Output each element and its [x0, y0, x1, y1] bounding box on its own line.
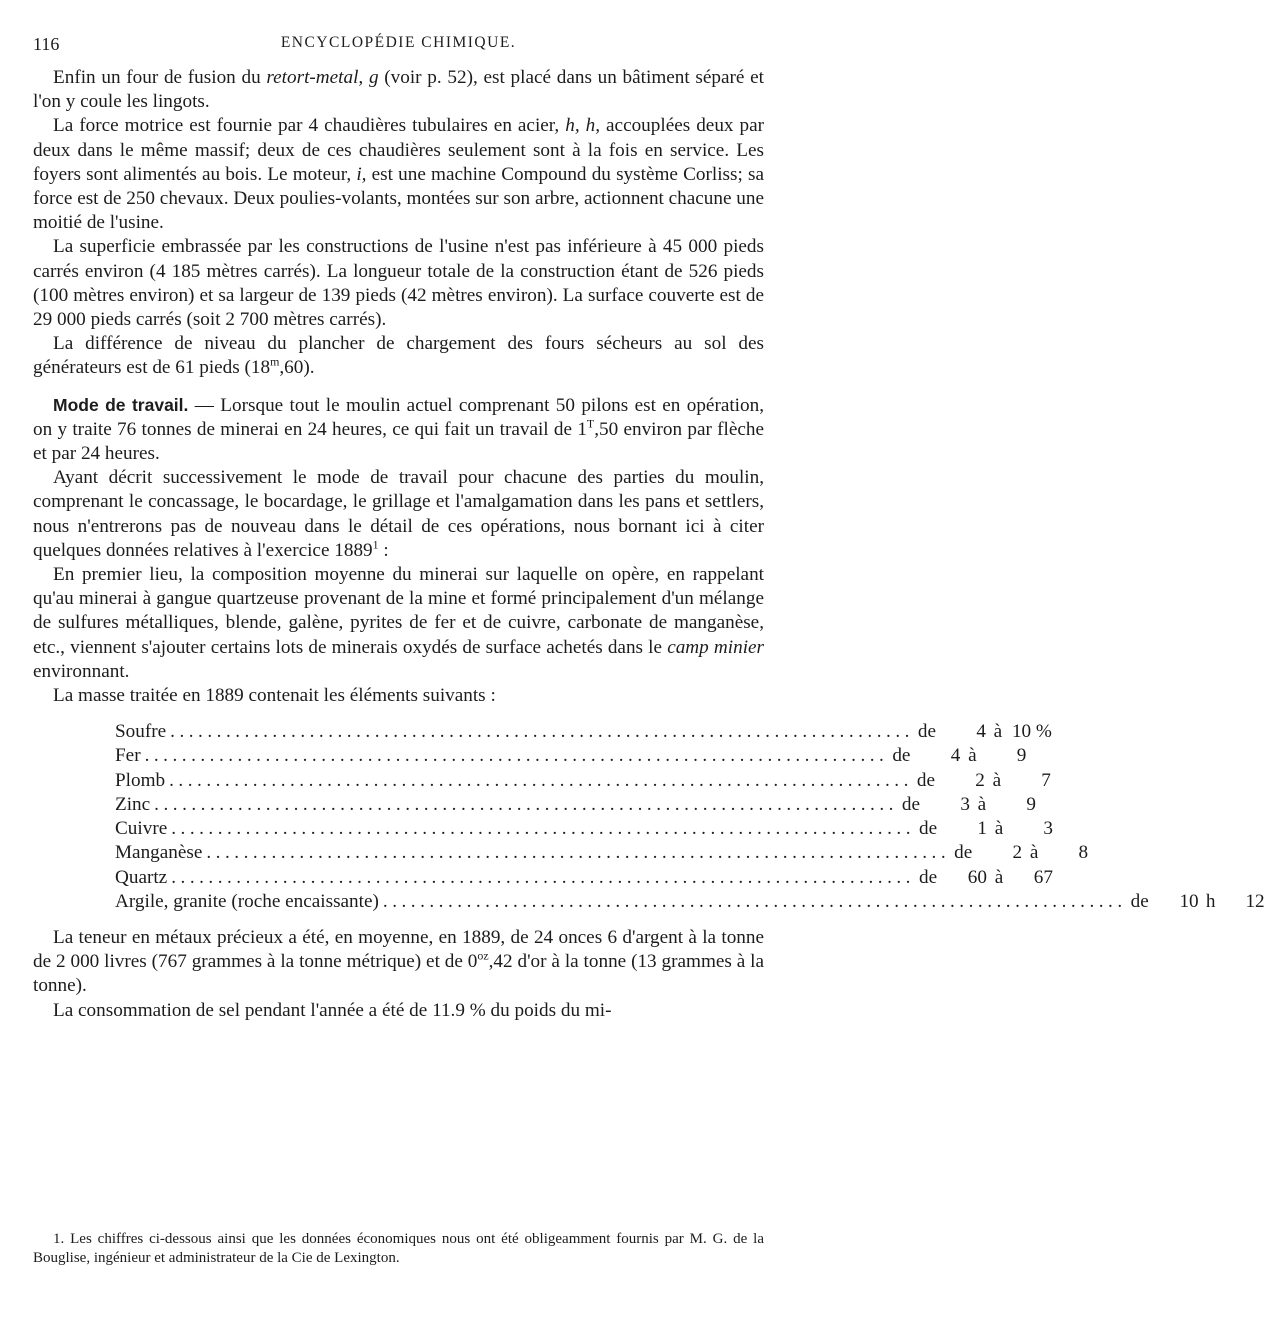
- element-range: de 60 à 67: [918, 866, 1053, 888]
- dot-leader: ................................................................................: [144, 745, 889, 767]
- footnote: 1. Les chiffres ci-dessous ainsi que les données économiques nous ont été obligeamment fournis par M. G. de la Bouglise, ingénieur et administrateur de la Cie de Lexington.: [33, 1231, 764, 1266]
- composition-row: [115, 769, 1051, 793]
- page-header: [33, 34, 764, 58]
- running-title: ENCYCLOPÉDIE CHIMIQUE.: [280, 34, 517, 51]
- paragraph: En premier lieu, la composition moyenne du minerai sur laquelle on opère, en rappelant qu'au minerai à gangue quartzeuse provenant de la mine et formé principalement d'un mélange de sulfures métalliques, blende, galène, pyrites de fer et de cuivre, carbonate de manganèse, etc., viennent s'ajouter certains lots de minerais oxydés de surface achetés dans le camp minier environnant.: [33, 564, 765, 682]
- dot-leader: ................................................................................: [171, 866, 915, 888]
- composition-row: [115, 817, 1053, 841]
- composition-row: [115, 793, 1036, 817]
- page-body: [33, 66, 1265, 1023]
- paragraph: La différence de niveau du plancher de chargement des fours sécheurs au sol des générateurs est de 61 pieds (18$^m$,60).: [33, 333, 764, 379]
- paragraph: Ayant décrit successivement le mode de travail pour chacune des parties du moulin, comprenant le concassage, le bocardage, le grillage et l'amalgamation dans les pans et settlers, nous n'entrerons pas de nouveau dans le détail de ces opérations, nous bornant ici à citer quelques données relatives à l'exercice 1889$^1$ :: [33, 467, 764, 561]
- element-range: de 1 à 3: [918, 818, 1053, 840]
- element-name: Manganèse: [115, 842, 203, 864]
- element-name: Cuivre: [115, 818, 168, 840]
- paragraph: La superficie embrassée par les constructions de l'usine n'est pas inférieure à 45 000 pieds carrés environ (4 185 mètres carrés). La longueur totale de la construction étant de 526 pieds (100 mètres environ) et sa largeur de 139 pieds (42 mètres environ). La surface couverte est de 29 000 pieds carrés (soit 2 700 mètres carrés).: [33, 236, 764, 331]
- element-range: de 4 à 10 %: [917, 721, 1052, 743]
- element-name: Argile, granite (roche encaissante): [115, 890, 379, 912]
- element-name: Quartz: [115, 866, 168, 888]
- dot-leader: ................................................................................: [171, 818, 915, 840]
- dot-leader: ................................................................................: [169, 769, 913, 791]
- element-name: Plomb: [115, 769, 166, 791]
- section-heading: Mode de travail.: [53, 394, 189, 415]
- composition-list: [115, 720, 1265, 914]
- dot-leader: ................................................................................: [206, 842, 951, 864]
- composition-row: [115, 866, 1053, 890]
- composition-row: [115, 890, 1265, 914]
- paragraph: La force motrice est fournie par 4 chaudières tubulaires en acier, h, h, accouplées deux par deux dans le même massif; deux de ces chaudières seulement sont à la fois en service. Les foyers sont alimentés au bois. Le moteur, i, est une machine Compound du système Corliss; sa force est de 250 chevaux. Deux poulies-volants, montées sur son arbre, actionnent chacune une moitié de l'usine.: [33, 115, 765, 234]
- dot-leader: ................................................................................: [382, 890, 1127, 912]
- element-name: Soufre: [115, 721, 167, 743]
- element-range: de 2 à 8: [954, 842, 1089, 864]
- page-number: 116: [33, 34, 60, 54]
- paragraph: Mode de travail. — Lorsque tout le moulin actuel comprenant 50 pilons est en opération, on y traite 76 tonnes de minerai en 24 heures, ce qui fait un travail de $1^T,50$ environ par flèche et par 24 heures.: [33, 394, 764, 465]
- composition-row: [115, 744, 1027, 768]
- composition-row: [115, 720, 1052, 744]
- element-name: Zinc: [115, 793, 151, 815]
- composition-row: [115, 841, 1089, 865]
- dot-leader: ................................................................................: [170, 721, 914, 743]
- element-range: de 2 à 7: [916, 769, 1051, 791]
- dot-leader: ................................................................................: [154, 793, 898, 815]
- paragraph: La teneur en métaux précieux a été, en moyenne, en 1889, de 24 onces 6 d'argent à la tonne de 2 000 livres (767 grammes à la tonne métrique) et de $0^{oz},42$ d'or à la tonne (13 grammes à la tonne).: [33, 926, 764, 997]
- paragraph: La consommation de sel pendant l'année a été de 11.9 % du poids du mi-: [53, 999, 612, 1021]
- element-range: de 10 h 12: [1130, 890, 1265, 912]
- element-range: de 3 à 9: [901, 793, 1036, 815]
- paragraph: Enfin un four de fusion du retort-metal, g (voir p. 52), est placé dans un bâtiment séparé et l'on y coule les lingots.: [33, 67, 764, 113]
- element-range: de 4 à 9: [892, 745, 1027, 767]
- paragraph: La masse traitée en 1889 contenait les éléments suivants :: [53, 685, 496, 707]
- element-name: Fer: [115, 745, 141, 767]
